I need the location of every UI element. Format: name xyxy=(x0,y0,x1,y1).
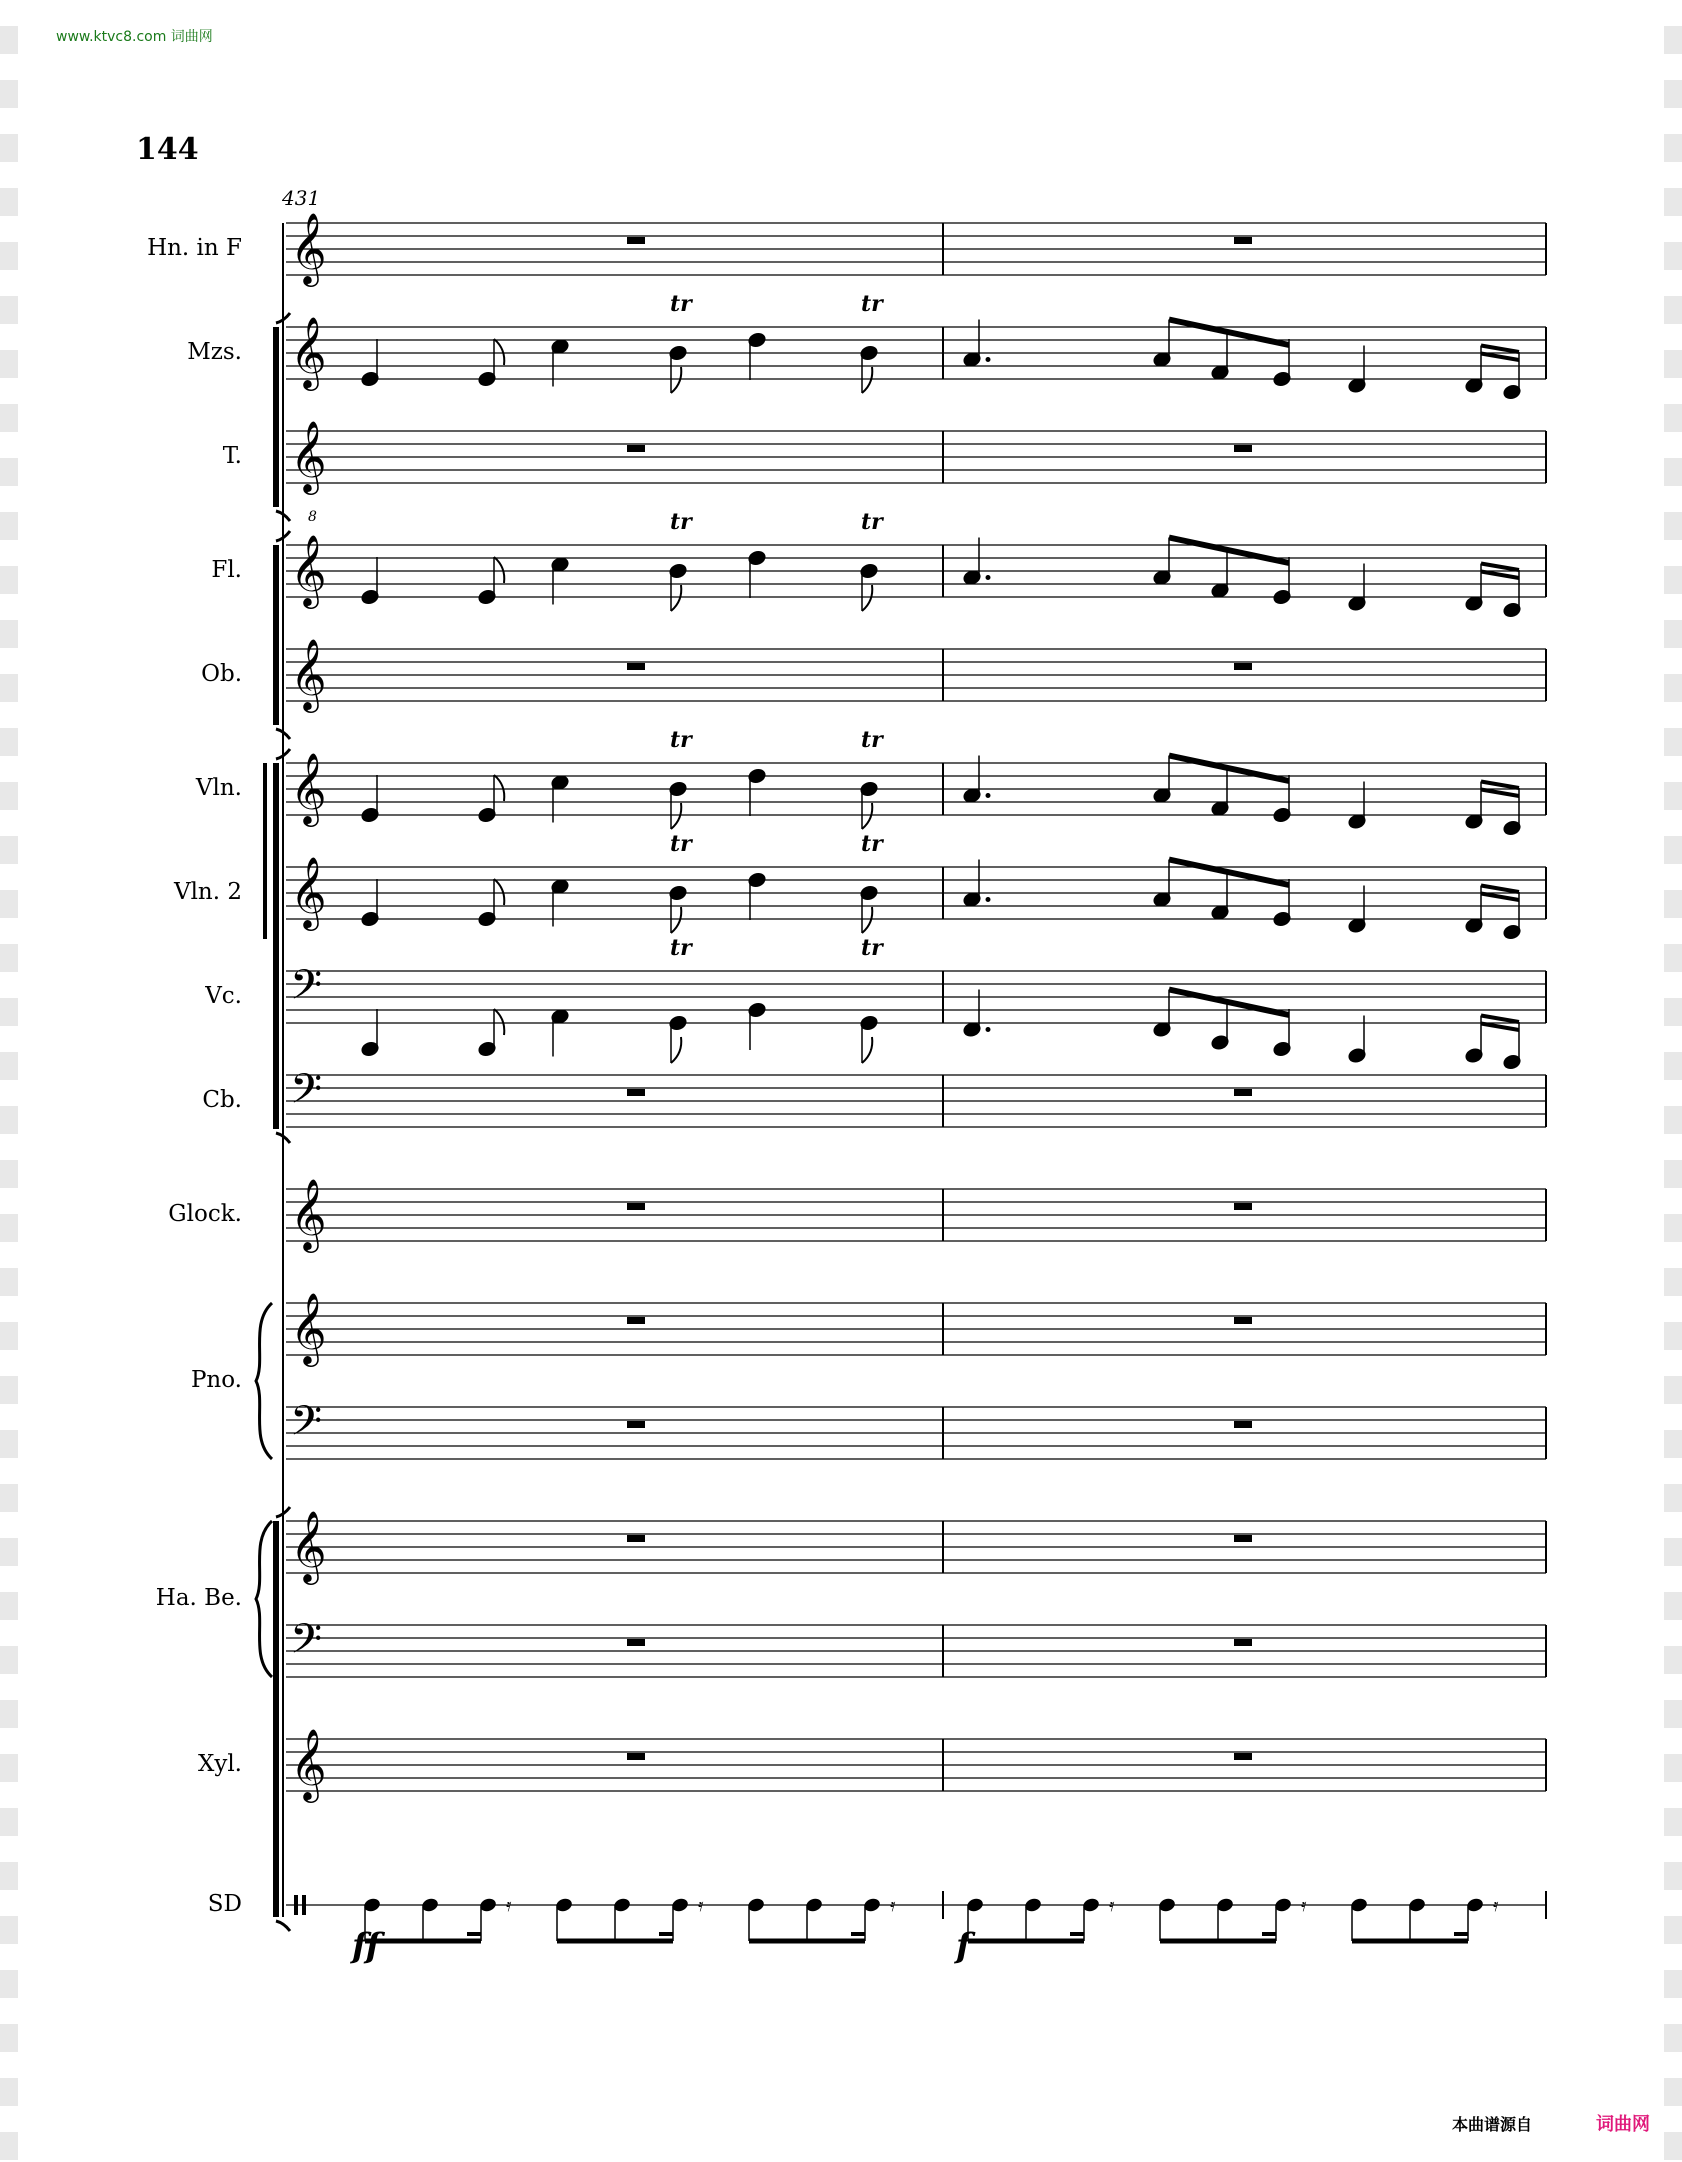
pno-lower-rest-m2 xyxy=(1234,1421,1252,1428)
vln-m1-n2-flag xyxy=(494,775,504,801)
page-number: 144 xyxy=(136,132,199,167)
glock-rest-m2 xyxy=(1234,1203,1252,1210)
pno-lower-bass-clef: 𝄢 xyxy=(290,1397,323,1455)
instrument-label-vln2: Vln. 2 xyxy=(173,879,242,905)
dynamic-f: f xyxy=(956,1926,971,1966)
vln-treble-clef: 𝄞 xyxy=(290,751,327,824)
vln2-m2-n1-dot xyxy=(986,897,991,902)
fl-m2-beam16b xyxy=(1481,572,1519,579)
vc-m2-beam16b xyxy=(1481,1024,1519,1031)
xyl-rest-m2 xyxy=(1234,1753,1252,1760)
instrument-label-habe: Ha. Be. xyxy=(155,1585,242,1611)
violin-sub-bracket xyxy=(263,763,267,939)
fl-m1-n6-trill-mark: tr xyxy=(861,509,883,535)
t-octave-mark: 8 xyxy=(308,509,317,525)
dynamic-ff: ff xyxy=(352,1926,381,1966)
vc-m1-n4-trill-mark: tr xyxy=(670,935,692,961)
footer-source-text: 本曲谱源自 xyxy=(1452,2115,1533,2134)
mzs-m2-beam xyxy=(1169,320,1289,346)
pno-lower-rest-m1 xyxy=(627,1421,645,1428)
t-treble-clef: 𝄞 xyxy=(290,419,327,492)
fl-m1-n4-trill-mark: tr xyxy=(670,509,692,535)
harp-brace xyxy=(256,1521,272,1677)
footer-brand-logo[interactable]: 词曲网 xyxy=(1596,2114,1650,2135)
instrument-label-t: T. xyxy=(222,443,242,469)
vln-m2-n1-dot xyxy=(986,793,991,798)
mzs-m1-n6-trill-mark: tr xyxy=(861,291,883,317)
t-rest-m1 xyxy=(627,445,645,452)
instrument-label-vln: Vln. xyxy=(195,775,242,801)
pno-upper-rest-m2 xyxy=(1234,1317,1252,1324)
instrument-label-pno: Pno. xyxy=(190,1367,242,1393)
vln-m1-n6-flag xyxy=(862,803,872,829)
instrument-label-cb: Cb. xyxy=(202,1087,242,1113)
mzs-m1-n2-flag xyxy=(494,339,504,365)
vln-m2-beam16b xyxy=(1481,790,1519,797)
mzs-m2-n1-dot xyxy=(986,357,991,362)
sd-g5-rest16: 𝄿 xyxy=(1493,1895,1499,1916)
mzs-m1-n6-flag xyxy=(862,367,872,393)
mzs-m1-n4-trill-mark: tr xyxy=(670,291,692,317)
cb-rest-m1 xyxy=(627,1089,645,1096)
vln2-m1-n6-flag xyxy=(862,907,872,933)
vln2-m1-n6-trill-mark: tr xyxy=(861,831,883,857)
cb-bass-clef: 𝄢 xyxy=(290,1065,323,1123)
vc-m1-n6-flag xyxy=(862,1037,872,1063)
instrument-label-hn: Hn. in F xyxy=(147,235,242,261)
mzs-m1-n4-flag xyxy=(671,367,681,393)
sd-g2-rest16: 𝄿 xyxy=(890,1895,896,1916)
instrument-label-glock: Glock. xyxy=(168,1201,242,1227)
vln2-m1-n4-flag xyxy=(671,907,681,933)
sd-g1-rest16: 𝄿 xyxy=(698,1895,704,1916)
vln2-m1-n4-trill-mark: tr xyxy=(670,831,692,857)
instrument-label-ob: Ob. xyxy=(201,661,242,687)
vln2-treble-clef: 𝄞 xyxy=(290,855,327,928)
habe-upper-treble-clef: 𝄞 xyxy=(290,1509,327,1582)
percussion-bracket-bottom xyxy=(276,1921,290,1931)
vln-m2-beam xyxy=(1169,756,1289,782)
vc-bass-clef: 𝄢 xyxy=(290,961,323,1019)
hn-rest-m2 xyxy=(1234,237,1252,244)
piano-brace xyxy=(256,1303,272,1459)
instrument-label-fl: Fl. xyxy=(211,557,242,583)
sd-g4-rest16: 𝄿 xyxy=(1301,1895,1307,1916)
vc-m2-n1-dot xyxy=(986,1027,991,1032)
pno-upper-treble-clef: 𝄞 xyxy=(290,1291,327,1364)
glock-treble-clef: 𝄞 xyxy=(290,1177,327,1250)
habe-upper-rest-m2 xyxy=(1234,1535,1252,1542)
vln2-m2-beam xyxy=(1169,860,1289,886)
hn-treble-clef: 𝄞 xyxy=(290,211,327,284)
fl-m1-n2-flag xyxy=(494,557,504,583)
t-rest-m2 xyxy=(1234,445,1252,452)
vln-m1-n4-trill-mark: tr xyxy=(670,727,692,753)
instrument-label-vc: Vc. xyxy=(205,983,242,1009)
cb-rest-m2 xyxy=(1234,1089,1252,1096)
measure-number: 431 xyxy=(282,186,321,210)
ob-rest-m2 xyxy=(1234,663,1252,670)
fl-treble-clef: 𝄞 xyxy=(290,533,327,606)
fl-m2-beam xyxy=(1169,538,1289,564)
instrument-label-sd: SD xyxy=(207,1891,242,1917)
habe-lower-rest-m2 xyxy=(1234,1639,1252,1646)
vc-m2-beam xyxy=(1169,990,1289,1016)
ob-rest-m1 xyxy=(627,663,645,670)
habe-lower-bass-clef: 𝄢 xyxy=(290,1615,323,1673)
mzs-m2-beam16b xyxy=(1481,354,1519,361)
habe-lower-rest-m1 xyxy=(627,1639,645,1646)
fl-m1-n4-flag xyxy=(671,585,681,611)
instrument-label-xyl: Xyl. xyxy=(197,1751,242,1777)
vln-m1-n6-trill-mark: tr xyxy=(861,727,883,753)
sd-g3-rest16: 𝄿 xyxy=(1109,1895,1115,1916)
fl-m2-n1-dot xyxy=(986,575,991,580)
habe-upper-rest-m1 xyxy=(627,1535,645,1542)
sd-g0-rest16: 𝄿 xyxy=(506,1895,512,1916)
glock-rest-m1 xyxy=(627,1203,645,1210)
vc-m1-n2-flag xyxy=(494,1009,504,1035)
fl-m2-beam16a xyxy=(1481,564,1519,571)
site-url[interactable]: www.ktvc8.com 词曲网 xyxy=(56,29,213,45)
hn-rest-m1 xyxy=(627,237,645,244)
vln2-m1-n2-flag xyxy=(494,879,504,905)
vln2-m2-beam16b xyxy=(1481,894,1519,901)
vc-m2-beam16a xyxy=(1481,1016,1519,1023)
mzs-m2-beam16a xyxy=(1481,346,1519,353)
xyl-treble-clef: 𝄞 xyxy=(290,1727,327,1800)
vln-m1-n4-flag xyxy=(671,803,681,829)
vln2-m2-beam16a xyxy=(1481,886,1519,893)
xyl-rest-m1 xyxy=(627,1753,645,1760)
vc-m1-n4-flag xyxy=(671,1037,681,1063)
vln-m2-beam16a xyxy=(1481,782,1519,789)
pno-upper-rest-m1 xyxy=(627,1317,645,1324)
mzs-treble-clef: 𝄞 xyxy=(290,315,327,388)
fl-m1-n6-flag xyxy=(862,585,872,611)
instrument-label-mzs: Mzs. xyxy=(187,339,242,365)
ob-treble-clef: 𝄞 xyxy=(290,637,327,710)
vc-m1-n6-trill-mark: tr xyxy=(861,935,883,961)
